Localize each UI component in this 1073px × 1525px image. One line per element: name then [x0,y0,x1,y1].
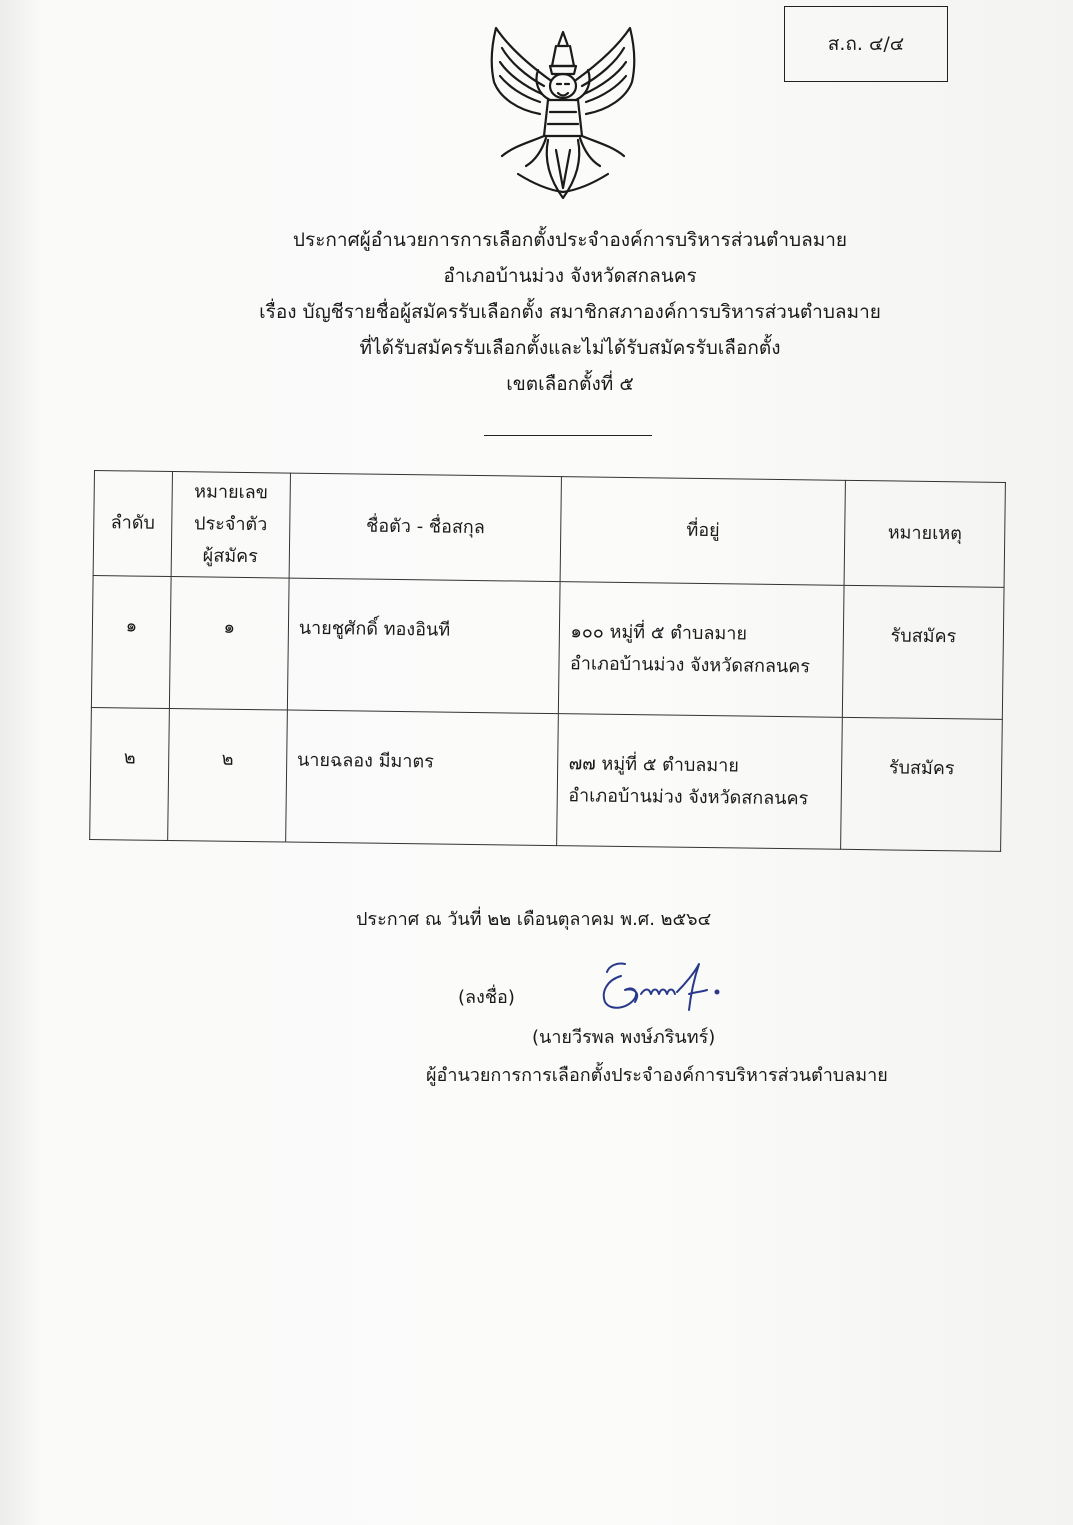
cell-address [557,714,842,850]
col-header-order: ลำดับ [93,471,172,577]
col-header-candidate-number [171,472,290,579]
header-subject: เรื่อง บัญชีรายชื่อผู้สมัครรับเลือกตั้ง สมาชิกสภาองค์การบริหารส่วนตำบลมาย [259,301,881,323]
form-code-box [784,6,948,82]
cell-address [559,582,844,718]
signer-title: ผู้อำนวยการการเลือกตั้งประจำองค์การบริหารส่วนตำบลมาย [426,1065,888,1086]
announcement-date: ประกาศ ณ วันที่ ๒๒ เดือนตุลาคม พ.ศ. ๒๕๖๔ [356,909,712,930]
cell-candidate-number: ๑ [169,577,289,711]
cell-order: ๒ [90,707,170,840]
address-line1: ๑๐๐ หมู่ที่ ๕ ตำบลมาย [570,621,748,645]
candidate-table [89,470,1006,852]
col-header-candidate-number-line2: ประจำตัว [193,513,268,536]
signature-label: (ลงชื่อ) [458,987,515,1008]
header-subject-detail: ที่ได้รับสมัครรับเลือกตั้งและไม่ได้รับสมัครรับเลือกตั้ง [359,337,781,359]
garuda-emblem-icon [478,24,648,204]
col-header-candidate-number-line1: หมายเลข [194,481,269,504]
cell-name: นายชูศักดิ์ ทองอินที [287,578,560,714]
address-line2: อำเภอบ้านม่วง จังหวัดสกลนคร [568,785,809,810]
address-line1: ๗๗ หมู่ที่ ๕ ตำบลมาย [568,753,740,777]
signer-name: (นายวีรพล พงษ์ภรินทร์) [532,1027,716,1048]
cell-name: นายฉลอง มีมาตร [286,710,559,846]
header-title: ประกาศผู้อำนวยการการเลือกตั้งประจำองค์การบริหารส่วนตำบลมาย [292,229,848,251]
handwritten-signature [595,958,745,1018]
cell-candidate-number: ๒ [168,709,288,843]
cell-remark: รับสมัคร [842,585,1004,719]
table-row [91,575,1004,719]
cell-order: ๑ [91,575,171,708]
col-header-remark: หมายเหตุ [844,480,1005,587]
header-district: อำเภอบ้านม่วง จังหวัดสกลนคร [443,265,697,287]
form-code: ส.ถ. ๔/๔ [827,33,905,55]
announcement-header [150,222,990,402]
table-row [90,707,1003,851]
col-header-candidate-number-line3: ผู้สมัคร [202,545,258,568]
col-header-address: ที่อยู่ [561,477,846,586]
header-constituency: เขตเลือกตั้งที่ ๕ [506,373,634,395]
header-divider [484,435,652,436]
table-header-row [93,471,1005,588]
address-line2: อำเภอบ้านม่วง จังหวัดสกลนคร [569,653,811,678]
cell-remark: รับสมัคร [841,717,1003,851]
col-header-name: ชื่อตัว - ชื่อสกุล [289,473,562,582]
